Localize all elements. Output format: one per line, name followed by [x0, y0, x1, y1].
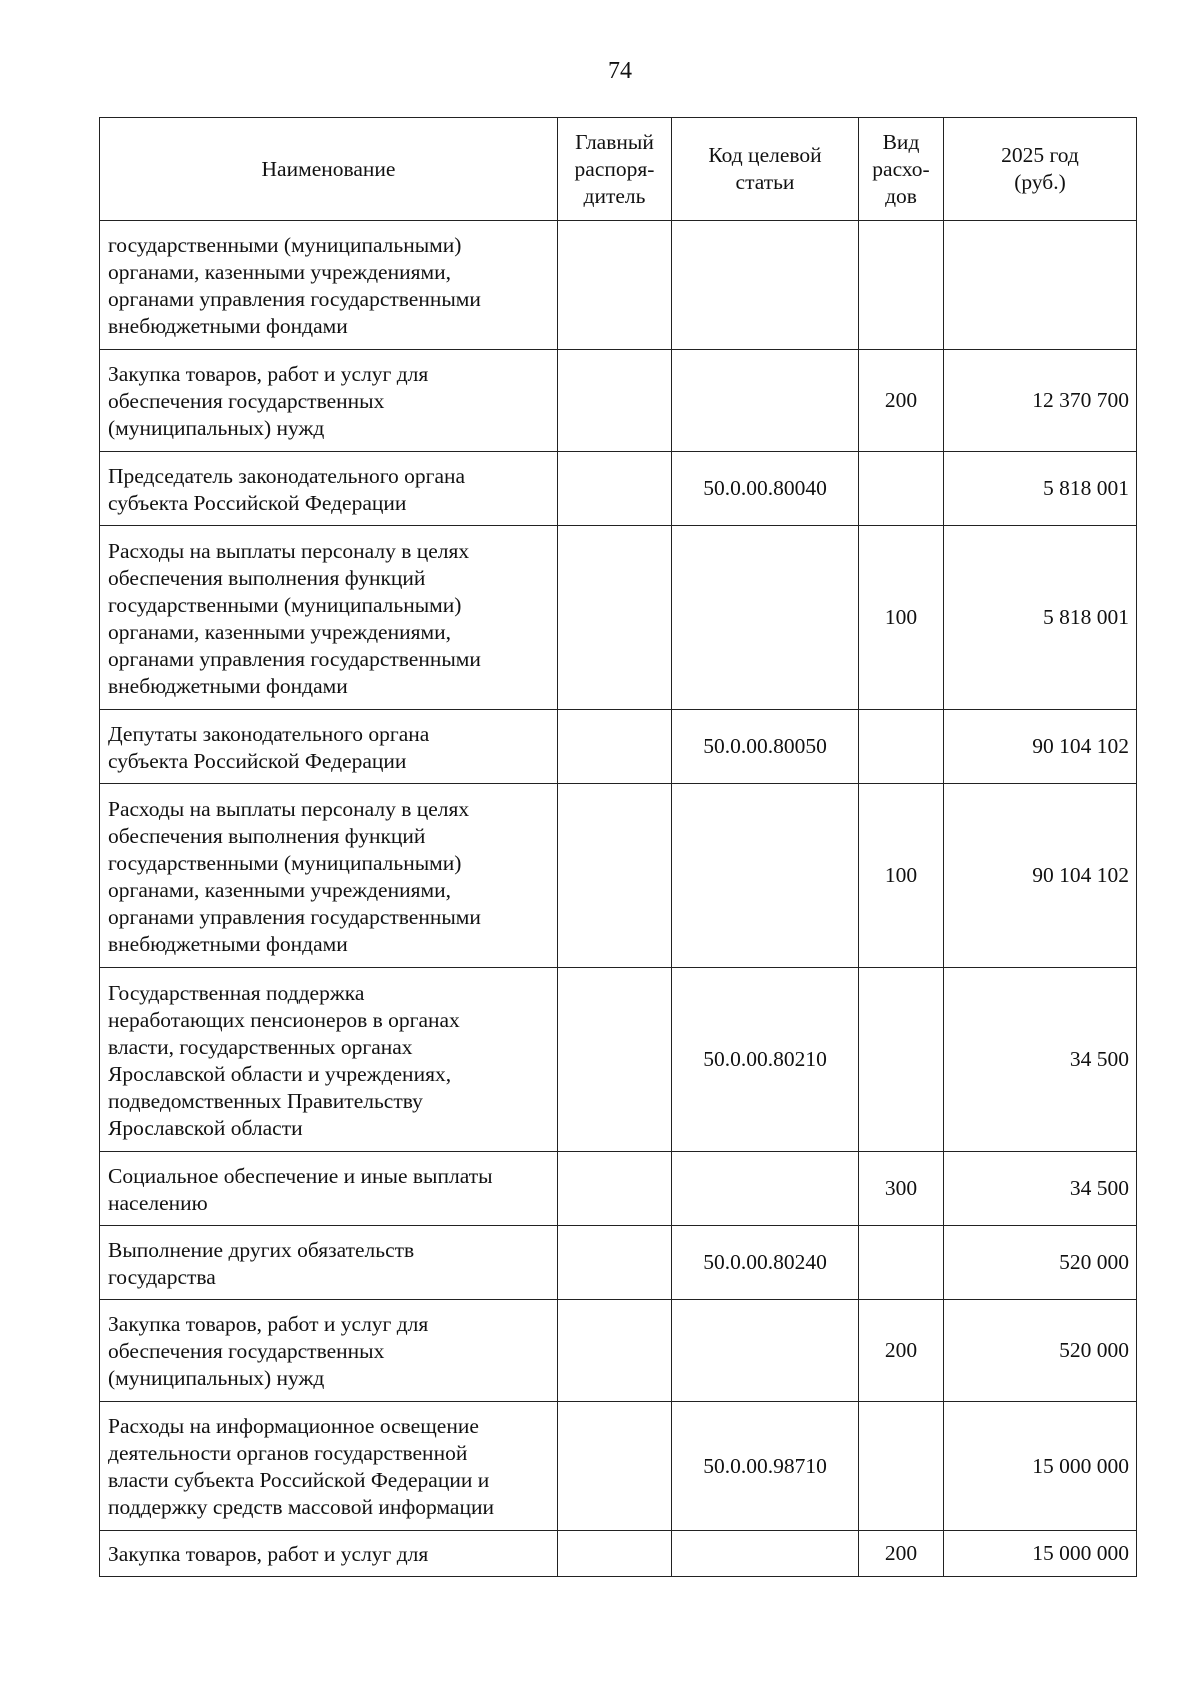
cell-target-code: 50.0.00.98710	[672, 1402, 859, 1531]
cell-main-manager	[558, 221, 672, 350]
table-row	[100, 1152, 1137, 1226]
cell-name: Председатель законодательного органа субъекта Российской Федерации	[100, 452, 558, 526]
cell-target-code: 50.0.00.80240	[672, 1226, 859, 1300]
cell-amount	[944, 221, 1137, 350]
table-header-row	[100, 118, 1137, 221]
cell-main-manager	[558, 526, 672, 710]
cell-name: Депутаты законодательного органа субъекта Российской Федерации	[100, 710, 558, 784]
table-row	[100, 784, 1137, 968]
cell-target-code	[672, 1531, 859, 1577]
cell-target-code	[672, 350, 859, 452]
cell-target-code: 50.0.00.80210	[672, 968, 859, 1152]
table-row	[100, 221, 1137, 350]
cell-expense-type: 200	[859, 1531, 944, 1577]
cell-expense-type: 100	[859, 526, 944, 710]
cell-name: Закупка товаров, работ и услуг для обеспечения государственных (муниципальных) нужд	[100, 350, 558, 452]
cell-amount: 34 500	[944, 1152, 1137, 1226]
table-row	[100, 1531, 1137, 1577]
cell-main-manager	[558, 1300, 672, 1402]
cell-main-manager	[558, 1226, 672, 1300]
cell-target-code	[672, 1300, 859, 1402]
header-main-manager: Главный распоря- дитель	[558, 118, 672, 221]
cell-main-manager	[558, 1402, 672, 1531]
cell-expense-type	[859, 710, 944, 784]
cell-expense-type: 200	[859, 350, 944, 452]
header-name: Наименование	[100, 118, 558, 221]
cell-amount: 15 000 000	[944, 1402, 1137, 1531]
cell-amount: 90 104 102	[944, 710, 1137, 784]
cell-name: Социальное обеспечение и иные выплаты населению	[100, 1152, 558, 1226]
cell-amount: 520 000	[944, 1226, 1137, 1300]
cell-name: Выполнение других обязательств государства	[100, 1226, 558, 1300]
header-expense-type: Вид расхо- дов	[859, 118, 944, 221]
table-row	[100, 1300, 1137, 1402]
cell-main-manager	[558, 784, 672, 968]
budget-table	[99, 117, 1137, 1577]
table-row	[100, 710, 1137, 784]
cell-amount: 15 000 000	[944, 1531, 1137, 1577]
cell-amount: 5 818 001	[944, 452, 1137, 526]
cell-name: Расходы на выплаты персоналу в целях обеспечения выполнения функций государственными (муниципальными) органами, казенными учреждениями, органами управления государственными внебюджетными фондами	[100, 784, 558, 968]
cell-target-code	[672, 526, 859, 710]
cell-target-code	[672, 1152, 859, 1226]
cell-expense-type	[859, 968, 944, 1152]
cell-main-manager	[558, 968, 672, 1152]
table-row	[100, 968, 1137, 1152]
cell-name: Закупка товаров, работ и услуг для	[100, 1531, 558, 1577]
cell-amount: 12 370 700	[944, 350, 1137, 452]
cell-target-code: 50.0.00.80050	[672, 710, 859, 784]
cell-target-code	[672, 784, 859, 968]
cell-name: Закупка товаров, работ и услуг для обеспечения государственных (муниципальных) нужд	[100, 1300, 558, 1402]
cell-amount: 5 818 001	[944, 526, 1137, 710]
table-row	[100, 1226, 1137, 1300]
cell-main-manager	[558, 350, 672, 452]
cell-expense-type: 100	[859, 784, 944, 968]
cell-target-code	[672, 221, 859, 350]
cell-name: Расходы на выплаты персоналу в целях обеспечения выполнения функций государственными (муниципальными) органами, казенными учреждениями, органами управления государственными внебюджетными фондами	[100, 526, 558, 710]
cell-amount: 520 000	[944, 1300, 1137, 1402]
table-row	[100, 526, 1137, 710]
cell-name: Государственная поддержка неработающих пенсионеров в органах власти, государственных органах Ярославской области и учреждениях, подведомственных Правительству Ярославской области	[100, 968, 558, 1152]
cell-name: Расходы на информационное освещение деятельности органов государственной власти субъекта Российской Федерации и поддержку средств массовой информации	[100, 1402, 558, 1531]
header-target-code: Код целевой статьи	[672, 118, 859, 221]
page-number: 74	[608, 58, 632, 84]
table-row	[100, 350, 1137, 452]
cell-target-code: 50.0.00.80040	[672, 452, 859, 526]
cell-main-manager	[558, 452, 672, 526]
cell-expense-type: 200	[859, 1300, 944, 1402]
cell-expense-type: 300	[859, 1152, 944, 1226]
cell-expense-type	[859, 452, 944, 526]
cell-amount: 90 104 102	[944, 784, 1137, 968]
cell-expense-type	[859, 221, 944, 350]
cell-main-manager	[558, 1531, 672, 1577]
header-year-amount: 2025 год (руб.)	[944, 118, 1137, 221]
cell-main-manager	[558, 1152, 672, 1226]
cell-name: государственными (муниципальными) органами, казенными учреждениями, органами управления государственными внебюджетными фондами	[100, 221, 558, 350]
cell-main-manager	[558, 710, 672, 784]
cell-expense-type	[859, 1402, 944, 1531]
cell-amount: 34 500	[944, 968, 1137, 1152]
table-row	[100, 1402, 1137, 1531]
cell-expense-type	[859, 1226, 944, 1300]
table-row	[100, 452, 1137, 526]
